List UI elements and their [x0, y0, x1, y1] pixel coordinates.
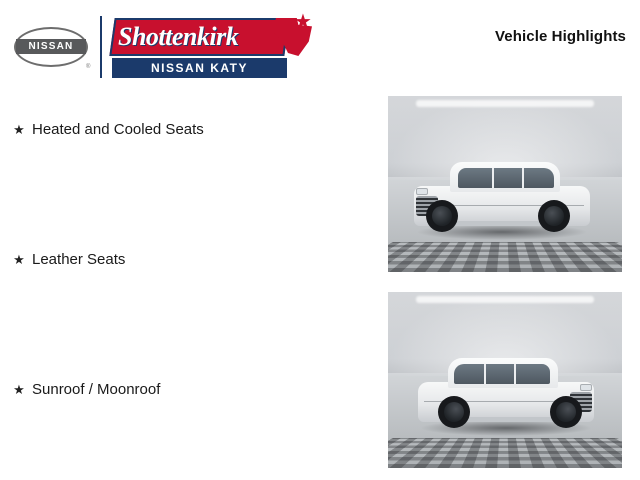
texas-star-icon — [272, 12, 320, 58]
ceiling-light — [416, 296, 594, 303]
nissan-wordmark-text: NISSAN — [28, 40, 74, 52]
window-pillar — [522, 168, 524, 188]
vehicle-image-front — [414, 152, 590, 232]
vehicle-headlight — [416, 188, 428, 195]
checker-floor — [388, 438, 622, 468]
vehicle-wheel-rear — [538, 200, 570, 232]
highlights-list — [0, 120, 380, 480]
nissan-wordmark-bar — [16, 39, 86, 54]
vehicle-windows — [454, 364, 550, 384]
dealer-location-bar — [112, 58, 287, 78]
list-item — [0, 120, 380, 250]
page-title: Vehicle Highlights — [495, 28, 626, 45]
vehicle-photo-1[interactable] — [388, 96, 622, 272]
rocker-panel — [444, 221, 554, 226]
window-pillar — [484, 364, 486, 384]
list-item — [0, 380, 380, 480]
vehicle-windows — [458, 168, 554, 188]
vehicle-photo-2[interactable] — [388, 292, 622, 468]
vehicle-headlight — [580, 384, 592, 391]
list-item — [0, 250, 380, 380]
dealer-location-text: NISSAN KATY — [151, 61, 248, 75]
vehicle-wheel-front — [426, 200, 458, 232]
dealer-logo[interactable] — [8, 10, 318, 84]
nissan-logo-icon — [14, 24, 90, 70]
star-bullet-icon: ★ — [13, 382, 25, 397]
ceiling-light — [416, 100, 594, 107]
shottenkirk-logo — [112, 12, 312, 84]
rocker-panel — [454, 417, 564, 422]
vehicle-image-rear — [418, 348, 594, 428]
page-header — [0, 0, 640, 92]
vehicle-wheel-rear — [438, 396, 470, 428]
feature-label: Leather Seats — [32, 251, 126, 268]
registered-mark: ® — [86, 64, 91, 70]
window-pillar — [514, 364, 516, 384]
logo-divider — [100, 16, 102, 78]
vehicle-wheel-front — [550, 396, 582, 428]
star-icon: ★ — [294, 11, 312, 33]
window-pillar — [492, 168, 494, 188]
feature-label: Sunroof / Moonroof — [32, 381, 161, 398]
star-bullet-icon: ★ — [13, 252, 25, 267]
shottenkirk-name: Shottenkirk — [118, 22, 239, 51]
feature-label: Heated and Cooled Seats — [32, 121, 204, 138]
star-bullet-icon: ★ — [13, 122, 25, 137]
